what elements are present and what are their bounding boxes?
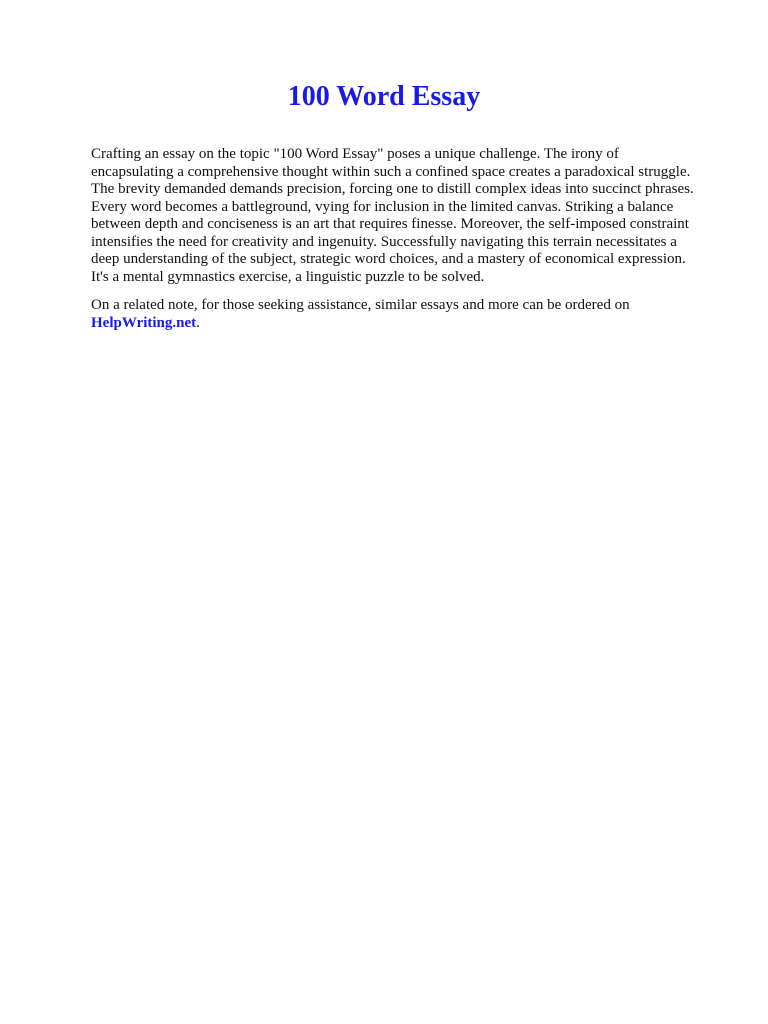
essay-line: deep understanding of the subject, strategic word choices, and a mastery of economical expression. <box>91 251 686 267</box>
page-title: 100 Word Essay <box>287 81 481 112</box>
related-note-paragraph <box>91 297 731 332</box>
essay-paragraph <box>91 146 731 286</box>
essay-line: intensifies the need for creativity and ingenuity. Successfully navigating this terrain necessitates a <box>91 233 677 250</box>
link-suffix: . <box>196 314 200 331</box>
essay-line: encapsulating a comprehensive thought within such a confined space creates a paradoxical struggle. <box>91 163 691 180</box>
essay-line: between depth and conciseness is an art that requires finesse. Moreover, the self-imposed constraint <box>91 216 689 232</box>
essay-line: Crafting an essay on the topic "100 Word Essay" poses a unique challenge. The irony of <box>91 146 619 162</box>
link-line <box>91 315 731 333</box>
related-note-text: On a related note, for those seeking assistance, similar essays and more can be ordered on <box>91 297 630 313</box>
essay-body <box>91 146 731 343</box>
helpwriting-link[interactable]: HelpWriting.net <box>91 314 197 331</box>
essay-line: It's a mental gymnastics exercise, a linguistic puzzle to be solved. <box>91 268 485 285</box>
essay-line: Every word becomes a battleground, vying for inclusion in the limited canvas. Striking a balance <box>91 198 674 215</box>
essay-line: The brevity demanded demands precision, forcing one to distill complex ideas into succinct phrases. <box>91 181 694 197</box>
